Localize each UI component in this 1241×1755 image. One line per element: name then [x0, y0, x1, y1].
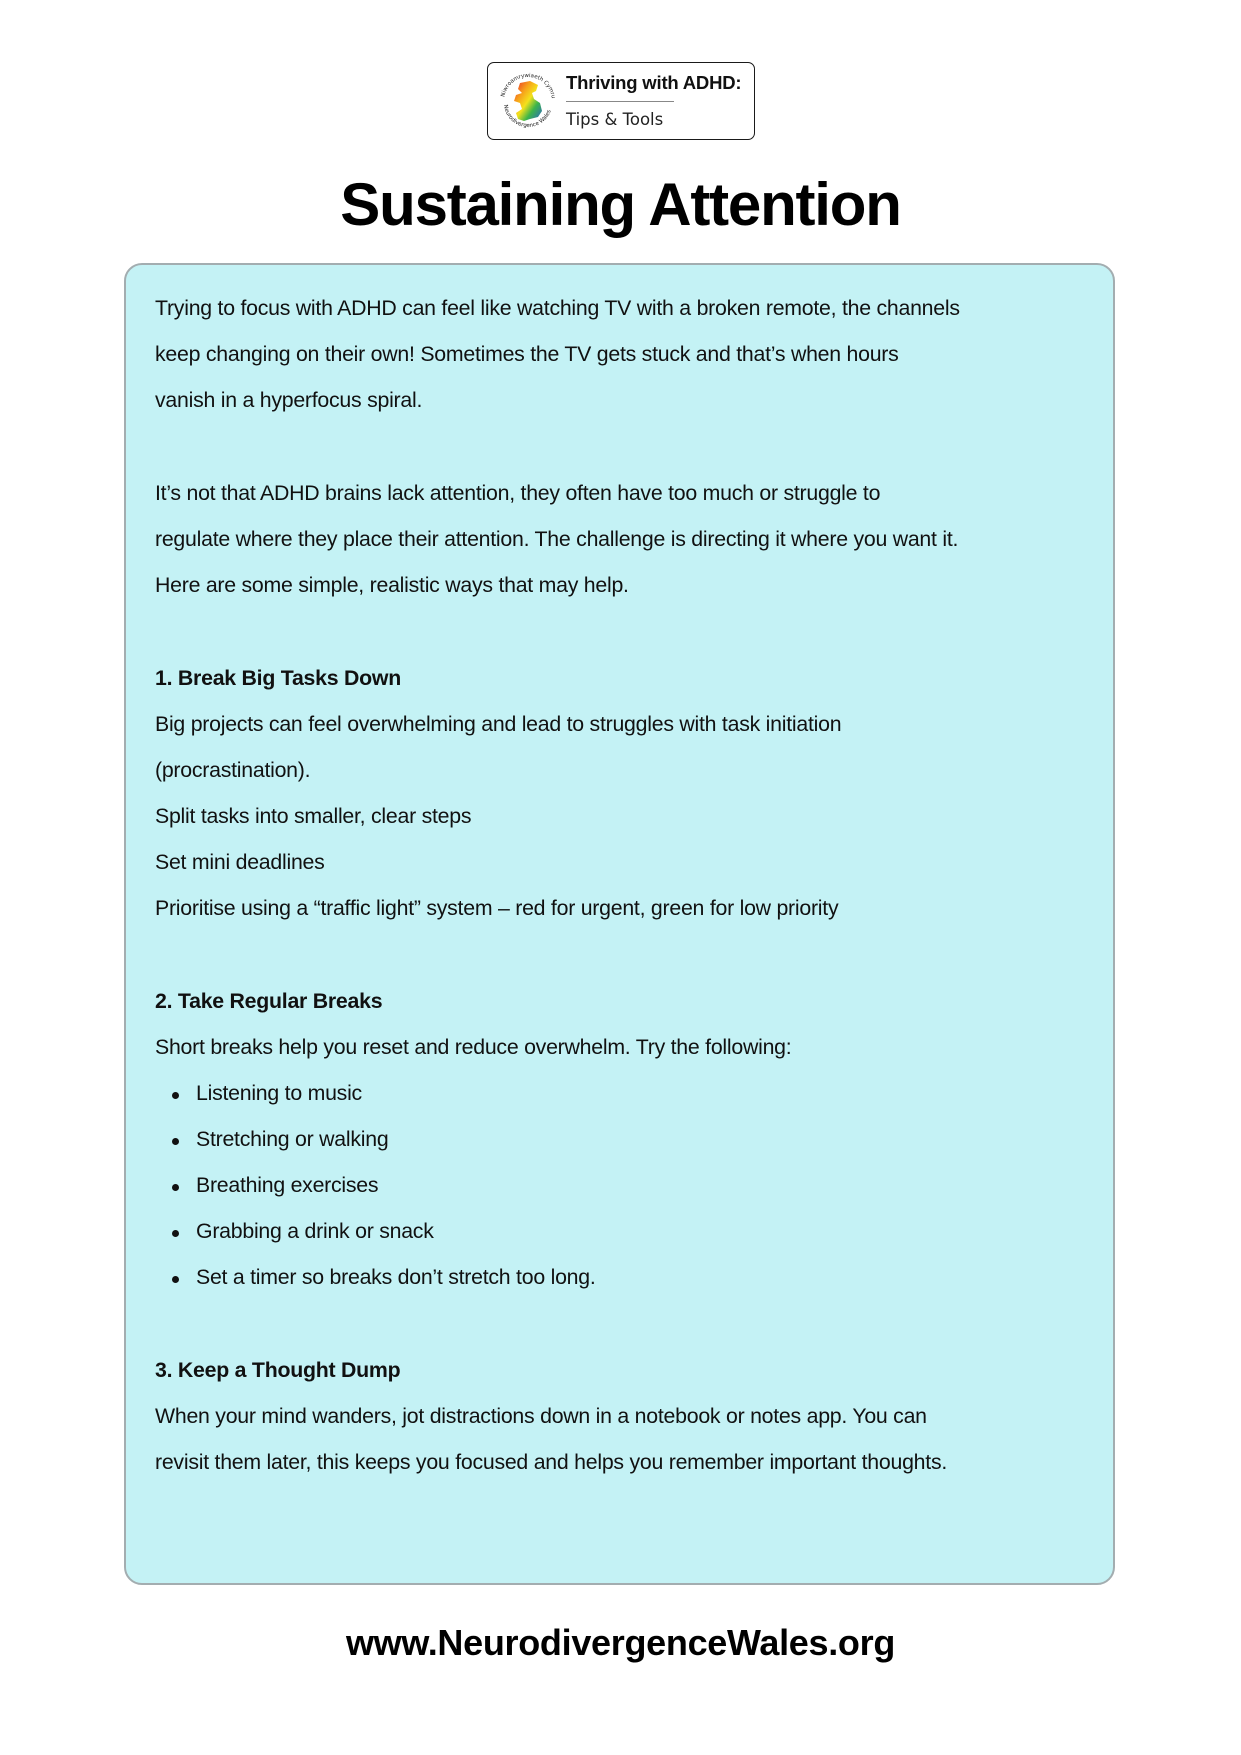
section-line: Big projects can feel overwhelming and lead to struggles with task initiation [155, 712, 842, 736]
logo-title: Thriving with ADHD: [566, 72, 742, 93]
section-heading: 1. Break Big Tasks Down [155, 666, 401, 690]
section-line: When your mind wanders, jot distractions down in a notebook or notes app. You can [155, 1404, 927, 1428]
svg-text:Neurodivergence Wales: Neurodivergence Wales [502, 104, 553, 130]
content-panel [124, 263, 1115, 1585]
svg-text:Niwroamrywiaeth Cymru: Niwroamrywiaeth Cymru [500, 72, 556, 99]
page-title: Sustaining Attention [340, 171, 901, 238]
intro-paragraph-line: keep changing on their own! Sometimes the TV gets stuck and that’s when hours [155, 342, 899, 366]
website-url[interactable]: www.NeurodivergenceWales.org [345, 1622, 896, 1663]
bullet-icon [172, 1092, 179, 1099]
intro-paragraph-line: Here are some simple, realistic ways that may help. [155, 573, 629, 597]
logo-divider [566, 101, 674, 102]
section-line: revisit them later, this keeps you focused and helps you remember important thoughts. [155, 1450, 948, 1474]
intro-paragraph-line: It’s not that ADHD brains lack attention, they often have too much or struggle to [155, 481, 881, 505]
section-heading: 2. Take Regular Breaks [155, 989, 383, 1013]
section-line: (procrastination). [155, 758, 311, 782]
logo-subtitle: Tips & Tools [566, 110, 664, 129]
intro-paragraph-line: vanish in a hyperfocus spiral. [155, 388, 423, 412]
bullet-item: Grabbing a drink or snack [196, 1219, 434, 1243]
bullet-icon [172, 1276, 179, 1283]
bullet-item: Stretching or walking [196, 1127, 389, 1151]
intro-paragraph-line: Trying to focus with ADHD can feel like watching TV with a broken remote, the channels [155, 296, 960, 320]
section-line: Set mini deadlines [155, 850, 325, 874]
section-heading: 3. Keep a Thought Dump [155, 1358, 401, 1382]
bullet-icon [172, 1138, 179, 1145]
bullet-item: Breathing exercises [196, 1173, 379, 1197]
intro-paragraph-line: regulate where they place their attention. The challenge is directing it where you want it. [155, 527, 959, 551]
bullet-icon [172, 1184, 179, 1191]
section-line: Split tasks into smaller, clear steps [155, 804, 472, 828]
wales-map-logo-icon [496, 69, 560, 133]
section-line: Prioritise using a “traffic light” system – red for urgent, green for low priority [155, 896, 839, 920]
bullet-item: Listening to music [196, 1081, 362, 1105]
bullet-icon [172, 1230, 179, 1237]
logo-badge [487, 62, 755, 140]
bullet-item: Set a timer so breaks don’t stretch too long. [196, 1265, 596, 1289]
section-line: Short breaks help you reset and reduce overwhelm. Try the following: [155, 1035, 792, 1059]
